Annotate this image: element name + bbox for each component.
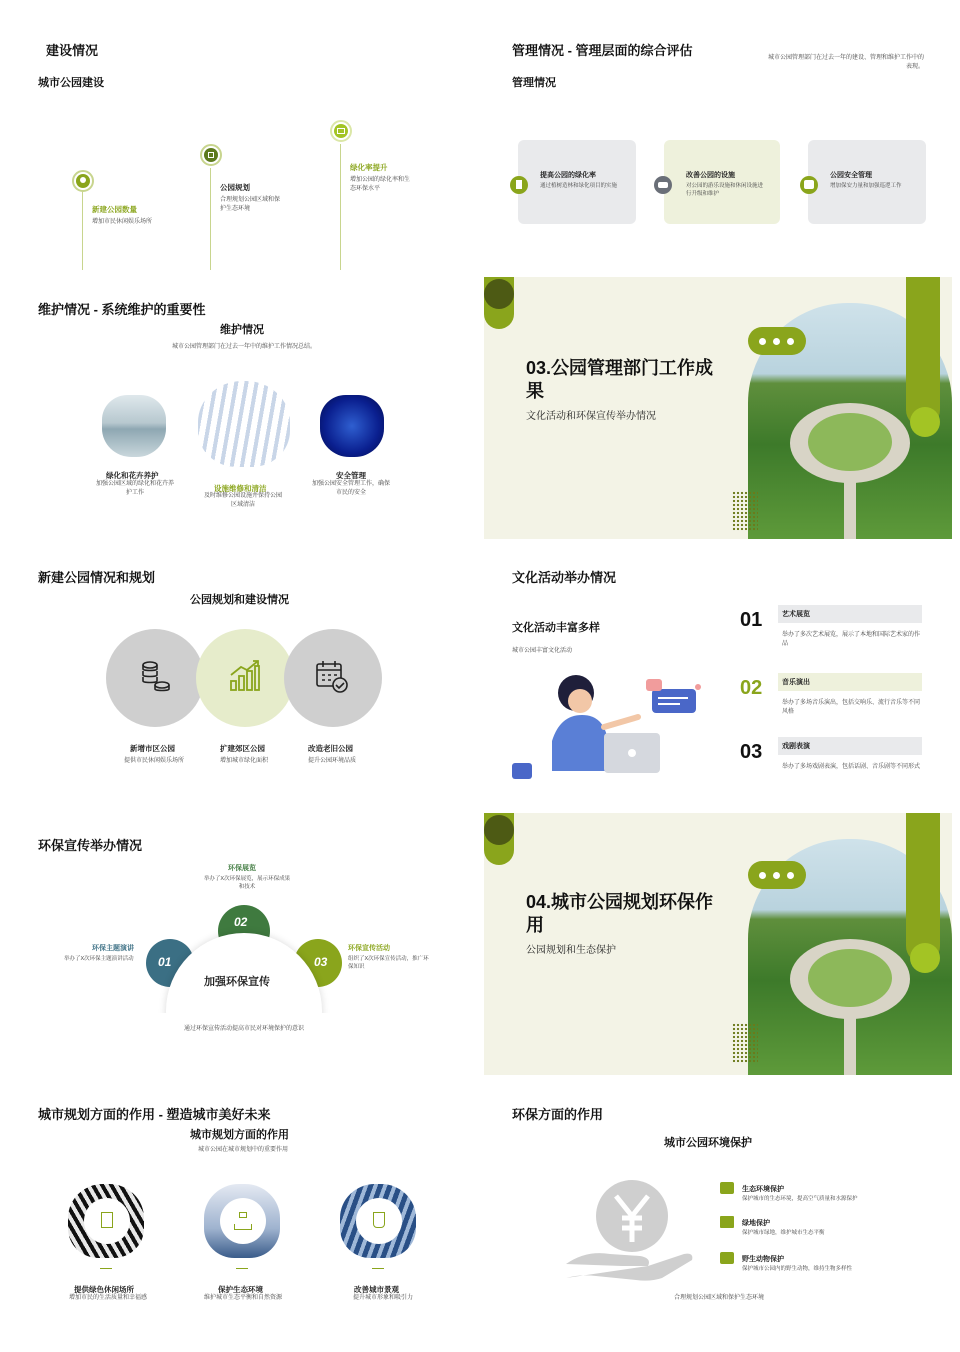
calendar-check-icon <box>314 659 350 695</box>
item-title: 安全管理 <box>336 471 366 480</box>
chat-bubble-icon <box>748 861 806 889</box>
deco-circle <box>910 407 940 437</box>
item-desc: 举办了X次环保主题演讲活动 <box>64 956 134 962</box>
num-label: 03 <box>740 741 763 763</box>
person-illustration <box>512 671 702 783</box>
card-desc: 对公园的游乐设施和休闲设施进行升级和维护 <box>686 183 764 198</box>
item-title: 提供绿色休闲场所 <box>74 1285 134 1294</box>
item-title: 野生动物保护 <box>742 1256 784 1263</box>
sitemap-icon <box>200 144 222 166</box>
section-title: 04.城市公园规划环保作用 <box>526 892 714 936</box>
dot-grid <box>732 491 758 531</box>
card-title: 提高公园的绿化率 <box>540 172 596 179</box>
slide-title: 管理情况 - 管理层面的综合评估 <box>512 43 693 58</box>
item-desc: 举办了多场戏剧表演，包括话剧、音乐剧等不同形式 <box>782 764 921 770</box>
slide-subtitle: 维护情况 <box>220 324 264 336</box>
step-number: 02 <box>234 915 248 929</box>
timeline-line <box>340 144 341 270</box>
photo-sea <box>102 395 166 457</box>
timeline-title: 公园规划 <box>220 183 250 192</box>
slide-subtitle: 文化活动丰富多样 <box>512 622 600 634</box>
item-desc: 增加市民的生活质量和幸福感 <box>68 1295 147 1301</box>
slide-footer: 合理规划公园区域和保护生态环境 <box>674 1295 765 1301</box>
slide-desc: 城市公园管理部门在过去一年中的维护工作情况总结。 <box>172 344 317 350</box>
deco-bar <box>906 277 940 427</box>
timeline-line <box>210 168 211 270</box>
item-desc: 加强公园区域的绿化和花卉养护工作 <box>96 481 175 496</box>
item-desc: 举办了多次艺术展览，展示了本地和国际艺术家的作品 <box>782 632 921 647</box>
slide-desc: 城市公园丰富文化活动 <box>512 648 573 654</box>
item-desc: 组织了X次环保宣传活动，推广环保知识 <box>348 956 429 971</box>
item-title: 生态环境保护 <box>742 1186 784 1193</box>
printer-icon <box>720 1252 734 1264</box>
slide-section-03 <box>484 277 952 539</box>
item-title: 环保宣传活动 <box>348 945 390 952</box>
item-title: 艺术展览 <box>782 611 810 618</box>
slide-management <box>484 8 952 270</box>
deco-bar <box>906 813 940 963</box>
timeline-title: 新建公园数量 <box>92 205 137 214</box>
timeline-title: 绿化率提升 <box>350 163 388 172</box>
slide-subtitle: 城市公园环境保护 <box>664 1137 752 1149</box>
deco-circle <box>910 943 940 973</box>
chat-bubble-icon <box>748 327 806 355</box>
slide-title: 文化活动举办情况 <box>512 570 617 585</box>
file-icon <box>84 1198 130 1244</box>
card-desc: 增加保安力量和加强巡逻工作 <box>830 183 902 189</box>
sitemap-icon <box>220 1198 266 1244</box>
item-desc: 提升公园环境品质 <box>308 758 357 764</box>
slide-title: 城市规划方面的作用 - 塑造城市美好未来 <box>38 1107 271 1122</box>
divider <box>372 1268 384 1269</box>
step-number: 03 <box>314 955 328 969</box>
section-title: 03.公园管理部门工作成果 <box>526 358 714 402</box>
photo-blue-abstract <box>320 395 384 457</box>
slide-eco-role <box>484 1082 952 1344</box>
center-label: 加强环保宣传 <box>204 976 270 988</box>
slide-subtitle: 城市规划方面的作用 <box>190 1129 289 1141</box>
suitcase-icon <box>720 1182 734 1194</box>
item-desc: 举办了多场音乐演出，包括交响乐、流行音乐等不同风格 <box>782 700 921 715</box>
slide-title: 维护情况 - 系统维护的重要性 <box>38 302 206 317</box>
flask-icon <box>356 1198 402 1244</box>
item-title: 改造老旧公园 <box>308 744 353 753</box>
growth-chart-icon <box>228 659 262 693</box>
slide-title: 环保宣传举办情况 <box>38 838 143 853</box>
item-title: 戏剧表演 <box>782 743 810 750</box>
section-subtitle: 文化活动和环保宣传举办情况 <box>526 411 656 422</box>
deco-circle <box>484 815 514 845</box>
item-title: 新增市区公园 <box>130 744 175 753</box>
bus-icon <box>800 176 818 194</box>
slide-new-parks <box>8 545 476 807</box>
slide-subtitle: 管理情况 <box>512 77 556 89</box>
divider <box>236 1268 248 1269</box>
item-desc: 增加城市绿化面积 <box>220 758 269 764</box>
dot-grid <box>732 1023 758 1063</box>
item-desc: 维护城市生态平衡和自然资源 <box>204 1295 283 1301</box>
slide-desc: 城市公园管理部门在过去一年的建设、管理和维护工作中的表现。 <box>767 55 924 70</box>
deco-circle <box>484 279 514 309</box>
slide-title: 建设情况 <box>46 43 99 58</box>
item-desc: 保护城市的生态环境，提高空气质量和水源保护 <box>742 1196 858 1202</box>
item-desc: 举办了X次环保展览，展示环保成果和技术 <box>203 876 291 891</box>
timeline-line <box>82 188 83 270</box>
slide-section-04 <box>484 813 952 1075</box>
item-desc: 保护城市公园内的野生动物，维持生物多样性 <box>742 1266 853 1272</box>
location-icon <box>72 170 94 192</box>
item-title: 环保展览 <box>228 865 256 872</box>
slide-subtitle: 公园规划和建设情况 <box>190 594 289 606</box>
slide-desc: 城市公园在城市规划中的重要作用 <box>198 1147 289 1153</box>
num-label: 01 <box>740 609 763 631</box>
item-title: 设施维修和清洁 <box>214 484 267 493</box>
section-subtitle: 公园规划和生态保护 <box>526 945 616 956</box>
slide-maintenance <box>8 277 476 539</box>
slide-footer: 通过环保宣传活动提高市民对环境保护的意识 <box>184 1026 305 1032</box>
divider <box>100 1268 112 1269</box>
coins-icon <box>138 659 172 695</box>
item-title: 扩建郊区公园 <box>220 744 265 753</box>
item-title: 保护生态环境 <box>218 1285 263 1294</box>
item-desc: 提供市民休闲娱乐场所 <box>124 758 185 764</box>
card-title: 改善公园的设施 <box>686 172 735 179</box>
num-label: 02 <box>740 677 763 699</box>
timeline-desc: 合理规划公园区域和保护生态环境 <box>220 197 281 212</box>
slide-culture <box>484 545 952 807</box>
item-title: 音乐演出 <box>782 679 810 686</box>
timeline-desc: 增加市民休闲娱乐场所 <box>92 219 153 225</box>
step-number: 01 <box>158 955 172 969</box>
timeline-desc: 增加公园的绿化率和生态环保水平 <box>350 177 411 192</box>
slide-title: 新建公园情况和规划 <box>38 570 156 585</box>
slide-subtitle: 城市公园建设 <box>38 77 104 89</box>
item-title: 改善城市景观 <box>354 1285 399 1294</box>
card-desc: 通过植树造林和绿化项目的实施 <box>540 183 618 189</box>
bottom-mask <box>8 1013 476 1075</box>
item-desc: 提升城市形象和吸引力 <box>352 1295 413 1301</box>
item-title: 环保主题演讲 <box>92 945 134 952</box>
item-desc: 及时维修公园设施并保持公园区域清洁 <box>204 493 283 508</box>
slide-urban-planning <box>8 1082 476 1344</box>
item-desc: 加强公园安全管理工作，确保市民的安全 <box>312 481 391 496</box>
slide-construction <box>8 8 476 270</box>
slide-eco-promo <box>8 813 476 1075</box>
image-icon <box>330 120 352 142</box>
yuan-hand-icon <box>566 1178 706 1282</box>
item-title: 绿地保护 <box>742 1220 770 1227</box>
picture-icon <box>720 1216 734 1228</box>
chat-icon <box>654 176 672 194</box>
photo-building <box>198 381 290 467</box>
card-title: 公园安全管理 <box>830 172 872 179</box>
document-icon <box>510 176 528 194</box>
item-desc: 保护城市绿地，维护城市生态平衡 <box>742 1230 825 1236</box>
item-title: 绿化和花卉养护 <box>106 471 159 480</box>
slide-title: 环保方面的作用 <box>512 1107 604 1122</box>
